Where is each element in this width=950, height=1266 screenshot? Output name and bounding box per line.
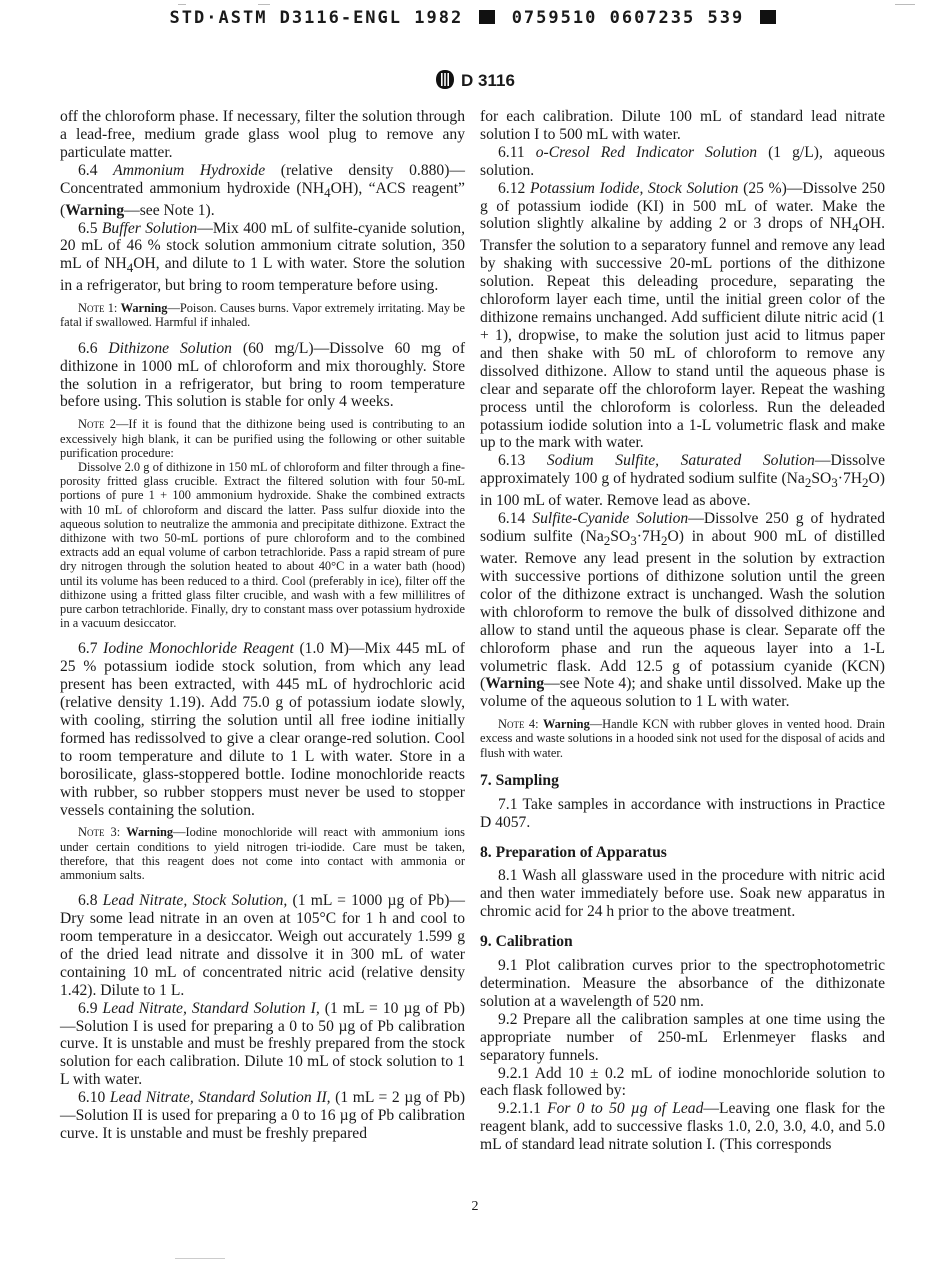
section-heading-calibration: 9. Calibration [480,933,573,951]
running-header [0,8,950,28]
header-block-mark [479,10,495,24]
section-6-13: 6.13 Sodium Sulfite, Saturated Solution—Dissolve approximately 100 g of hydrated sodium sulfite $(Na_2SO_3\cdot 7H_2O)$ in 100 mL of water. Remove lead as above. [480,452,886,510]
header-prefix: STD·ASTM D3116-ENGL 1982 [169,8,464,28]
section-6-14: 6.14 Sulfite-Cyanide Solution—Dissolve 250 g of hydrated sodium sulfite $(Na_2SO_3\cdot 7H_2O)$ in about 900 mL of distilled water. Remove any lead present in the solution by extraction with successive portions of dithizone solution until the green color of the dithizone extract is unchanged. Wash the solution with chloroform to remove the bulk of dissolved dithizone and allow to stand until the aqueous phase is clear. Separate off the chloroform phase and run the aqueous layer into a 1-L volumetric flask. Add 12.5 g of potassium cyanide (KCN) (Warning—see Note 4); and shake until dissolved. Make up the volume of the aqueous solution to 1 L with water. [480,510,886,711]
note-3: Note 3: Warning—Iodine monochloride will react with ammonium ions under certain conditions to yield nitrogen tri-iodide. Care must be taken, therefore, that this reagent does not come into contact with ammonia or ammonium salts. [60,825,466,883]
note-4: Note 4: Warning—Handle KCN with rubber gloves in vented hood. Drain excess and waste solutions in a hooded sink not used for the disposal of acids and flush with water. [480,717,885,760]
page-title [0,69,950,91]
section-6-6: 6.6 Dithizone Solution (60 mg/L)—Dissolve 60 mg of dithizone in 1000 mL of chloroform and mix thoroughly. Store the solution in a refrigerator, but bring to room temperature before using. This solution is stable for only 4 weeks. [60,339,466,411]
page-number: 2 [471,1199,479,1214]
left-column [60,108,465,1143]
section-heading-apparatus: 8. Preparation of Apparatus [480,843,667,861]
section-9-2-1-1: 9.2.1.1 For 0 to 50 µg of Lead—Leaving one flask for the reagent blank, add to successive flasks 1.0, 2.0, 3.0, 4.0, and 5.0 mL of standard lead nitrate solution I. (This corresponds [480,1100,886,1154]
section-8-1: 8.1 Wash all glassware used in the procedure with nitric acid and then water immediately before use. Soak new apparatus in chromic acid for 24 h prior to the above treatment. [480,867,885,921]
section-heading-sampling: 7. Sampling [480,771,559,789]
note-1: Note 1: Warning—Poison. Causes burns. Vapor extremely irritating. May be fatal if swallowed. Harmful if inhaled. [60,301,465,330]
section-7-1: 7.1 Take samples in accordance with instructions in Practice D 4057. [480,795,885,831]
section-6-10: 6.10 Lead Nitrate, Standard Solution II, (1 mL = 2 µg of Pb)—Solution II is used for preparing a 0 to 16 µg of Pb calibration curve. It is unstable and must be freshly prepared [60,1089,466,1143]
section-6-5: 6.5 Buffer Solution—Mix 400 mL of sulfite-cyanide solution, 20 mL of 46 % stock solution ammonium citrate solution, 350 mL of $NH_4OH$, and dilute to 1 L with water. Store the solution in a refrigerator, but bring to room temperature before using. [60,219,465,295]
note-2-procedure: Dissolve 2.0 g of dithizone in 150 mL of chloroform and filter through a fine-porosity fritted glass crucible. Extract the filtered solution with four 50-mL portions of pure 1 + 100 ammonium hydroxide. Shake the combined extracts with 10 mL of chloroform and discard the latter. Pass sulfur dioxide into the aqueous solution to neutralize the ammonia and precipitate dithizone. Extract the dithizone with two 50-mL portions of pure chloroform and to the combined extracts add an equal volume of carbon tetrachloride. Pass a rapid stream of pure dry nitrogen through the solution heated to about 40°C in a water bath (hood) until its volume has been reduced to a third. Cool (preferably in ice), filter off the dithizone using a fritted glass filter crucible, and wash with a few millilitres of pure carbon tetrachloride. Finally, dry to constant mass over potassium hydroxide in a vacuum desiccator. [60,459,465,631]
paragraph-continued: off the chloroform phase. If necessary, filter the solution through a lead-free, medium grade glass wool plug to remove any particulate matter. [60,108,465,161]
paragraph-continued-right: for each calibration. Dilute 100 mL of standard lead nitrate solution I to 500 mL with water. [480,108,885,143]
header-code1: 0759510 [511,8,598,28]
section-9-2: 9.2 Prepare all the calibration samples at one time using the appropriate number of 250-mL Erlenmeyer flasks and separatory funnels. [480,1010,885,1064]
header-code2: 0607235 539 [609,8,745,28]
section-6-4: 6.4 Ammonium Hydroxide (relative density 0.880)—Concentrated ammonium hydroxide $(NH_4OH)$, “ACS reagent” (Warning—see Note 1). [60,161,466,219]
section-9-1: 9.1 Plot calibration curves prior to the spectrophotometric determination. Measure the absorbance of the dithizonate solution at a wavelength of 520 nm. [480,957,885,1010]
section-6-11: 6.11 o-Cresol Red Indicator Solution (1 g/L), aqueous solution. [480,143,886,179]
section-6-8: 6.8 Lead Nitrate, Stock Solution, (1 mL = 1000 µg of Pb)—Dry some lead nitrate in an oven at 105°C for 1 h and cool to room temperature in a desiccator. Weigh out accurately 1.599 g of the dried lead nitrate and dissolve it in 300 mL of water containing 10 mL of concentrated nitric acid (relative density 1.42). Dilute to 1 L. [60,892,465,999]
designation: D 3116 [461,71,515,90]
right-column [480,108,885,1154]
section-6-7: 6.7 Iodine Monochloride Reagent (1.0 M)—Mix 445 mL of 25 % potassium iodide stock solution, from which any lead present has been extracted, with 445 mL of hydrochloric acid (relative density 1.19). Add 75.0 g of potassium iodate slowly, with cooling, stirring the solution until all free iodine initially formed has redissolved to give a clear orange-red solution. Cool to room temperature and dilute to 1 L with water. Store in a borosilicate, glass-stoppered bottle. Iodine monochloride reacts with rubber, so rubber stoppers must never be used to stopper vessels containing the solution. [60,640,465,819]
note-2: Note 2—If it is found that the dithizone being used is contributing to an excessively high blank, it can be purified using the following or other suitable purification procedure: [60,417,465,460]
astm-logo-icon [435,69,455,90]
section-6-12: 6.12 Potassium Iodide, Stock Solution (25 %)—Dissolve 250 g of potassium iodide (KI) in 500 mL of water. Make the solution slightly alkaline by adding 2 or 3 drops of $NH_4OH$. Transfer the solution to a separatory funnel and remove any lead by shaking with successive 20-mL portions of the dithizone solution. Repeat this deleading procedure, separating the chloroform layer each time, until the initial green color of the dithizone remains unchanged. Add sufficient dilute nitric acid (1 + 1), dropwise, to make the solution just acid to litmus paper and then shake with 50 mL of chloroform to remove any dissolved dithizone. Allow to stand until the aqueous phase is clear and separate off the chloroform layer. Repeat the washing process until the chloroform is colorless. Run the deleaded potassium iodide solution into a 1-L volumetric flask and make up to the mark with water. [480,179,885,452]
section-9-2-1: 9.2.1 Add 10 ± 0.2 mL of iodine monochloride solution to each flask followed by: [480,1064,885,1100]
header-block-mark-end [760,10,776,24]
section-6-9: 6.9 Lead Nitrate, Standard Solution I, (1 mL = 10 µg of Pb)—Solution I is used for preparing a 0 to 50 µg of Pb calibration curve. It is unstable and must be freshly prepared from the stock solution for each calibration. Dilute 10 mL of stock solution to 1 L with water. [60,999,465,1089]
